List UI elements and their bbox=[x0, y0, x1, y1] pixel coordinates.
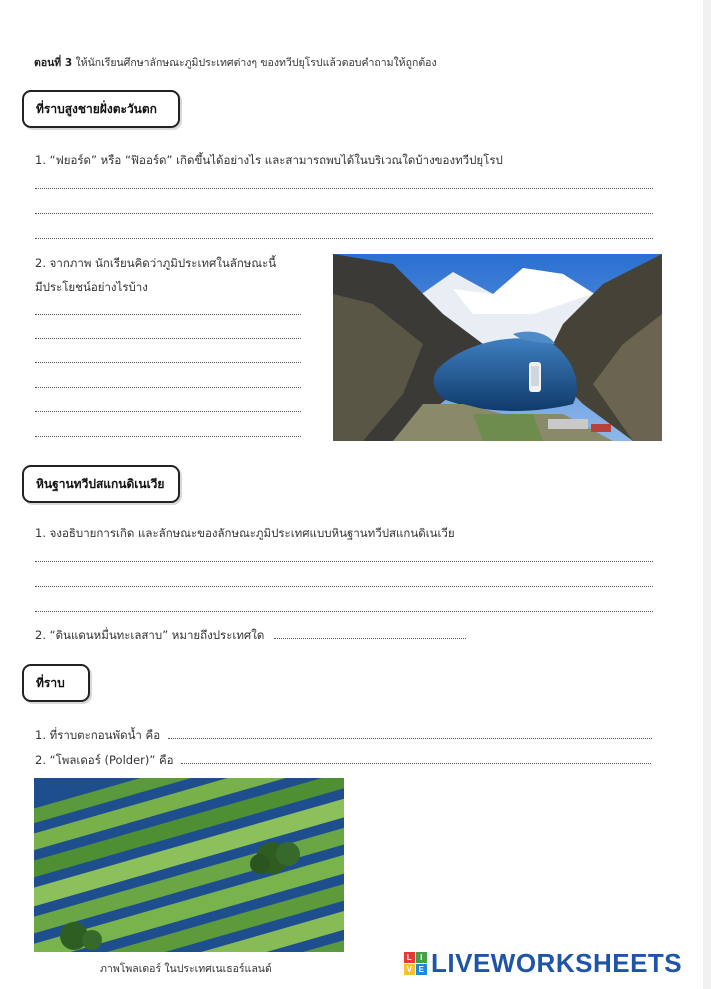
question-shield: 1. จงอธิบายการเกิด และลักษณะของลักษณะภูมิประเทศแบบหินฐานทวีปสแกนดิเนเวีย bbox=[35, 526, 455, 540]
question-thousand-lakes: 2. “ดินแดนหมื่นทะเลสาบ” หมายถึงประเทศใด bbox=[35, 627, 466, 645]
answer-line[interactable] bbox=[35, 561, 653, 562]
fjord-photo bbox=[333, 254, 662, 441]
part-label: ตอนที่ 3 bbox=[34, 57, 73, 69]
question-polder: 2. “โพลเดอร์ (Polder)” คือ bbox=[35, 752, 651, 770]
question-alluvial: 1. ที่ราบตะกอนพัดน้ำ คือ bbox=[35, 727, 652, 745]
logo-icon: L I V E bbox=[404, 952, 427, 975]
question-fjord: 1. “ฟยอร์ด” หรือ “ฟิออร์ด” เกิดขึ้นได้อย่างไร และสามารถพบได้ในบริเวณใดบ้างของทวีปยุโรป bbox=[35, 153, 503, 167]
section-title-plains: ที่ราบ bbox=[22, 664, 90, 702]
question-benefit-cont: มีประโยชน์อย่างไรบ้าง bbox=[35, 280, 148, 294]
answer-line[interactable] bbox=[35, 387, 301, 388]
answer-line[interactable] bbox=[35, 338, 301, 339]
polder-caption: ภาพโพลเดอร์ ในประเทศเนเธอร์แลนด์ bbox=[100, 963, 272, 975]
answer-line[interactable] bbox=[35, 314, 301, 315]
instructions bbox=[34, 54, 437, 71]
answer-line[interactable] bbox=[35, 362, 301, 363]
section-title-west-highlands: ที่ราบสูงชายฝั่งตะวันตก bbox=[22, 90, 180, 128]
answer-line[interactable] bbox=[35, 586, 653, 587]
answer-blank[interactable] bbox=[168, 728, 652, 739]
scrollbar[interactable] bbox=[703, 0, 711, 989]
answer-line[interactable] bbox=[35, 188, 653, 189]
liveworksheets-logo[interactable] bbox=[404, 948, 682, 979]
answer-line[interactable] bbox=[35, 411, 301, 412]
brand-name: LIVEWORKSHEETS bbox=[431, 948, 683, 978]
instructions-text: ให้นักเรียนศึกษาลักษณะภูมิประเทศต่างๆ ของทวีปยุโรปแล้วตอบคำถามให้ถูกต้อง bbox=[72, 57, 437, 69]
answer-blank[interactable] bbox=[181, 753, 651, 764]
question-benefit: 2. จากภาพ นักเรียนคิดว่าภูมิประเทศในลักษณะนี้ bbox=[35, 256, 277, 270]
polder-photo bbox=[34, 778, 344, 952]
answer-line[interactable] bbox=[35, 436, 301, 437]
answer-line[interactable] bbox=[35, 611, 653, 612]
section-title-scandinavian-shield: หินฐานทวีปสแกนดิเนเวีย bbox=[22, 465, 180, 503]
answer-line[interactable] bbox=[35, 238, 653, 239]
answer-blank[interactable] bbox=[274, 628, 466, 639]
answer-line[interactable] bbox=[35, 213, 653, 214]
